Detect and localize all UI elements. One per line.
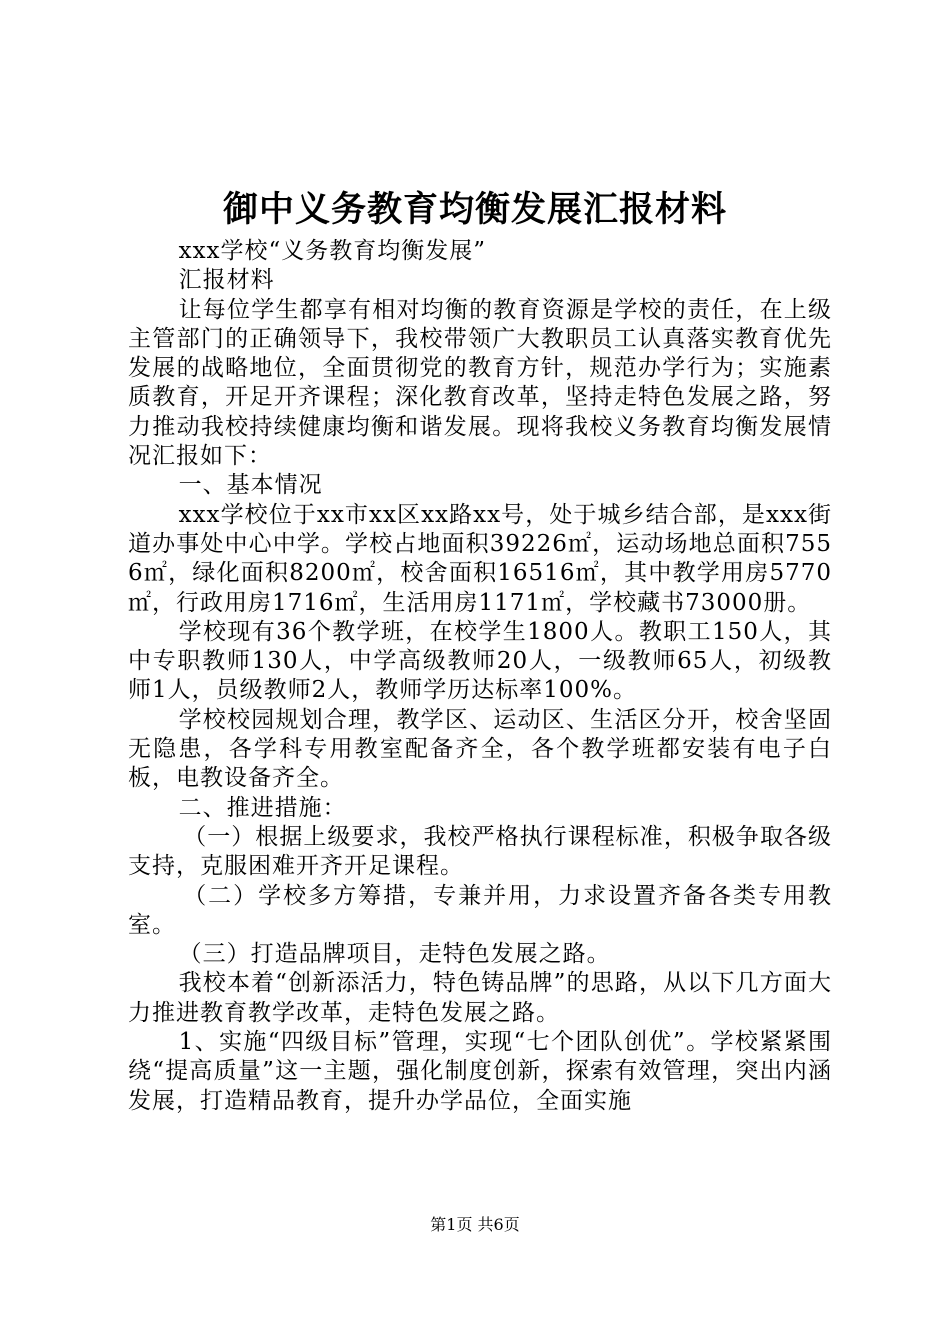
paragraph-item-1: 1、实施“四级目标”管理，实现“七个团队创优”。学校紧紧围绕“提高质量”这一主题，强化制度创新，探索有效管理，突出内涵发展，打造精品教育，提升办学品位，全面实施 bbox=[128, 1029, 832, 1114]
paragraph-intro: 让每位学生都享有相对均衡的教育资源是学校的责任，在上级主管部门的正确领导下，我校带领广大教职员工认真落实教育优先发展的战略地位，全面贯彻党的教育方针，规范办学行为；实施素质教育，开足开齐课程；深化教育改革，坚持走特色发展之路，努力推动我校持续健康均衡和谐发展。现将我校义务教育均衡发展情况汇报如下： bbox=[128, 296, 832, 470]
paragraph-location: xxx学校位于xx市xx区xx路xx号，处于城乡结合部，是xxx街道办事处中心中学。学校占地面积39226㎡，运动场地总面积7556㎡，绿化面积8200㎡，校舍面积16516㎡，其中教学用房5770㎡，行政用房1716㎡，生活用房1171㎡，学校藏书73000册。 bbox=[128, 501, 832, 616]
page-number-footer: 第1页 共6页 bbox=[430, 1215, 520, 1234]
paragraph-subtitle-2: 汇报材料 bbox=[178, 267, 275, 294]
paragraph-campus: 学校校园规划合理，教学区、运动区、生活区分开，校舍坚固无隐患，各学科专用教室配备齐全，各个教学班都安装有电子白板，电教设备齐全。 bbox=[128, 706, 832, 792]
document-body bbox=[128, 237, 832, 1116]
paragraph-measure-3: （三）打造品牌项目，走特色发展之路。 bbox=[178, 941, 611, 968]
paragraph-approach: 我校本着“创新添活力，特色铸品牌”的思路，从以下几方面大力推进教育教学改革，走特色发展之路。 bbox=[128, 970, 832, 1026]
paragraph-subtitle: xxx学校“义务教育均衡发展” bbox=[178, 238, 487, 264]
paragraph-measure-1: （一）根据上级要求，我校严格执行课程标准，积极争取各级支持，克服困难开齐开足课程。 bbox=[128, 823, 832, 880]
paragraph-measure-2: （二）学校多方筹措，专兼并用，力求设置齐备各类专用教室。 bbox=[128, 882, 832, 938]
document-title: 御中义务教育均衡发展汇报材料 bbox=[222, 189, 727, 230]
section-heading-basic: 一、基本情况 bbox=[178, 472, 323, 499]
section-heading-measures: 二、推进措施： bbox=[178, 794, 347, 821]
paragraph-staff: 学校现有36个教学班，在校学生1800人。教职工150人，其中专职教师130人，中学高级教师20人，一级教师65人，初级教师1人，员级教师2人，教师学历达标率100%。 bbox=[128, 618, 832, 704]
